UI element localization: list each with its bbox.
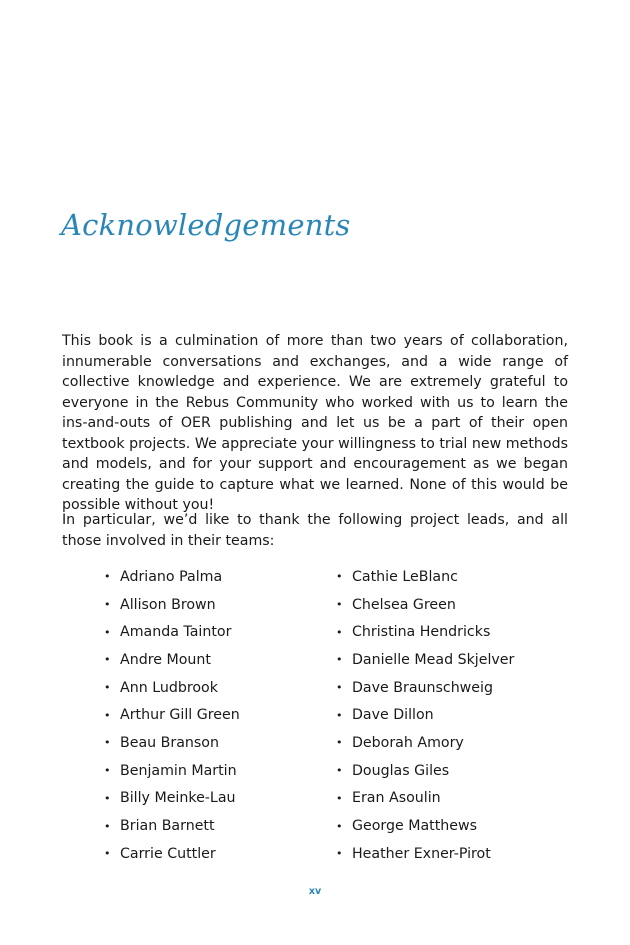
list-item-label: Arthur Gill Green: [120, 707, 240, 724]
list-item: [336, 785, 514, 813]
bullet-icon: •: [336, 819, 343, 833]
page-number: xv: [308, 886, 322, 897]
list-item-label: Eran Asoulin: [352, 790, 441, 807]
bullet-icon: •: [104, 598, 111, 612]
list-item-label: Douglas Giles: [352, 762, 450, 779]
names-list-right: [336, 563, 514, 868]
list-item-label: Andre Mount: [120, 651, 211, 668]
bullet-icon: •: [104, 764, 111, 778]
list-item: [104, 563, 240, 591]
bullet-icon: •: [336, 598, 343, 612]
list-item: [104, 729, 240, 757]
bullet-icon: •: [336, 708, 343, 722]
bullet-icon: •: [336, 736, 343, 750]
bullet-icon: •: [104, 791, 111, 805]
bullet-icon: •: [336, 764, 343, 778]
list-item: [336, 674, 514, 702]
bullet-icon: •: [336, 791, 343, 805]
list-item-label: Heather Exner-Pirot: [352, 845, 491, 862]
list-item: [336, 757, 514, 785]
thanks-paragraph: In particular, we’d like to thank the following project leads, and all those involved in their teams:: [62, 512, 568, 549]
list-item-label: Dave Dillon: [352, 707, 434, 724]
list-item: [104, 618, 240, 646]
list-item: [104, 591, 240, 619]
bullet-icon: •: [104, 570, 111, 584]
bullet-icon: •: [104, 819, 111, 833]
list-item: [104, 701, 240, 729]
list-item-label: Cathie LeBlanc: [352, 568, 458, 585]
list-item-label: Brian Barnett: [120, 818, 215, 835]
list-item-label: Billy Meinke-Lau: [120, 790, 236, 807]
list-item-label: George Matthews: [352, 818, 478, 835]
list-item: [336, 701, 514, 729]
list-item-label: Amanda Taintor: [120, 624, 232, 641]
bullet-icon: •: [336, 653, 343, 667]
bullet-icon: •: [336, 570, 343, 584]
list-item: [336, 840, 514, 868]
list-item: [104, 840, 240, 868]
list-item-label: Adriano Palma: [120, 568, 223, 585]
intro-paragraph: This book is a culmination of more than two years of collaboration, innumerable conversations and exchanges, and a wide range of collective knowledge and experience. We are extremely grateful to everyone in the Rebus Community who worked with us to learn the ins-and-outs of OER publishing and let us be a part of their open textbook projects. We appreciate your willingness to trial new methods and models, and for your support and encouragement as we began creating the guide to capture what we learned. None of this would be possible without you!: [62, 333, 568, 513]
list-item: [336, 646, 514, 674]
list-item: [104, 812, 240, 840]
bullet-icon: •: [104, 625, 111, 639]
list-item: [104, 757, 240, 785]
list-item: [104, 785, 240, 813]
list-item-label: Benjamin Martin: [120, 762, 237, 779]
list-item-label: Beau Branson: [120, 734, 219, 751]
bullet-icon: •: [336, 847, 343, 861]
list-item-label: Christina Hendricks: [352, 624, 491, 641]
list-item: [336, 591, 514, 619]
list-item: [104, 674, 240, 702]
list-item: [336, 618, 514, 646]
list-item-label: Danielle Mead Skjelver: [352, 651, 515, 668]
names-list-left: [104, 563, 240, 868]
list-item-label: Dave Braunschweig: [352, 679, 493, 696]
list-item-label: Ann Ludbrook: [120, 679, 218, 696]
list-item-label: Chelsea Green: [352, 596, 456, 613]
list-item-label: Carrie Cuttler: [120, 845, 216, 862]
list-item-label: Allison Brown: [120, 596, 216, 613]
bullet-icon: •: [104, 736, 111, 750]
list-item: [336, 812, 514, 840]
bullet-icon: •: [104, 681, 111, 695]
bullet-icon: •: [104, 708, 111, 722]
list-item: [336, 563, 514, 591]
bullet-icon: •: [104, 847, 111, 861]
bullet-icon: •: [336, 625, 343, 639]
page-title: Acknowledgements: [61, 208, 351, 242]
list-item: [336, 729, 514, 757]
list-item-label: Deborah Amory: [352, 734, 464, 751]
bullet-icon: •: [104, 653, 111, 667]
bullet-icon: •: [336, 681, 343, 695]
list-item: [104, 646, 240, 674]
